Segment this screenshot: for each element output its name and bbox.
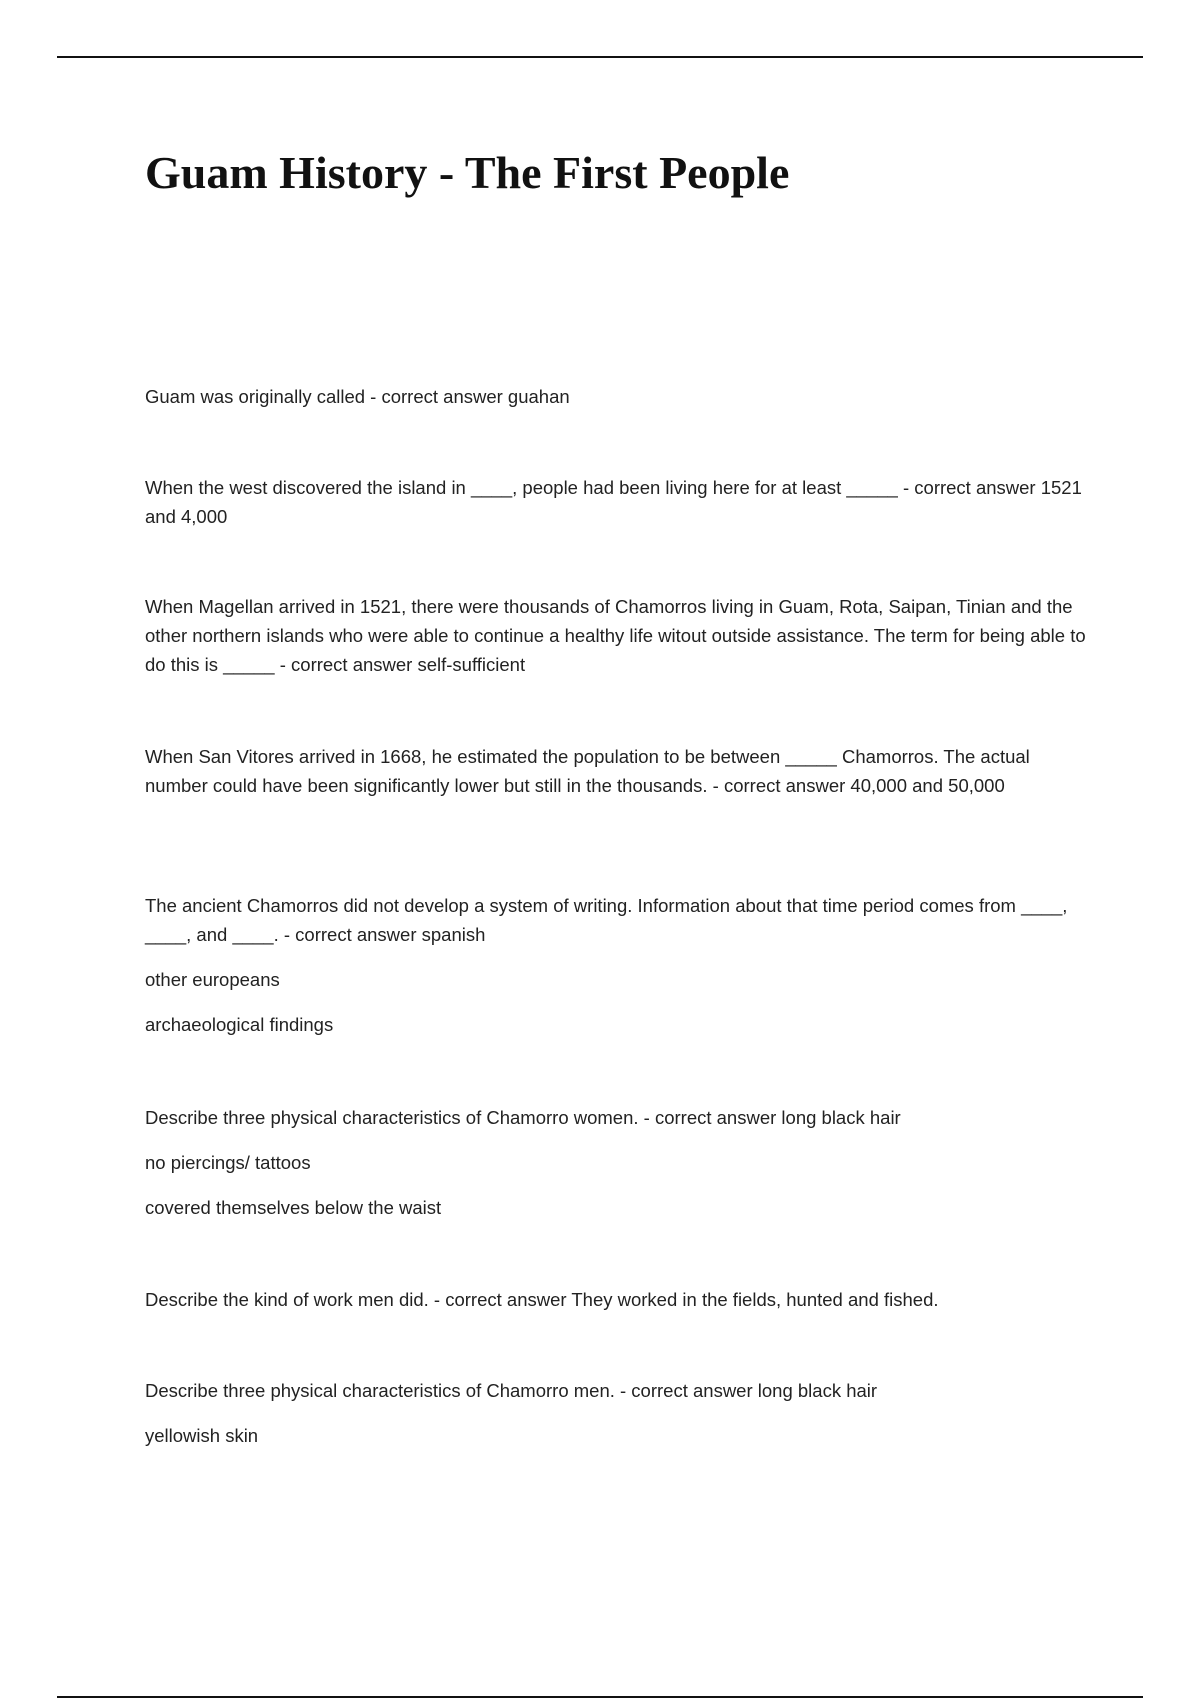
qa-answer-line: no piercings/ tattoos [145,1152,311,1173]
qa-item-7 [145,1285,1090,1314]
top-rule [57,56,1143,58]
qa-item-2 [145,473,1090,531]
qa-question: The ancient Chamorros did not develop a system of writing. Information about that time period comes from ____, ____, and ____. - correct answer spanish [145,895,1068,945]
qa-item-3 [145,592,1090,679]
qa-answer-line: other europeans [145,969,280,990]
qa-answer-line: archaeological findings [145,1014,334,1035]
qa-answer-line: yellowish skin [145,1425,259,1446]
qa-item-4 [145,742,1090,800]
page-title: Guam History - The First People [145,147,790,198]
qa-question: When San Vitores arrived in 1668, he estimated the population to be between _____ Chamorros. The actual number could have been significantly lower but still in the thousands. - correct answer 40,000 and 50,000 [145,746,1030,796]
qa-item-1 [145,382,1090,411]
qa-item-8 [145,1376,1090,1450]
qa-question: Guam was originally called - correct answer guahan [145,386,570,407]
qa-question: Describe three physical characteristics of Chamorro women. - correct answer long black hair [145,1107,901,1128]
qa-question: Describe three physical characteristics of Chamorro men. - correct answer long black hair [145,1380,878,1401]
qa-question: Describe the kind of work men did. - correct answer They worked in the fields, hunted and fished. [145,1289,939,1310]
bottom-rule [57,1696,1143,1698]
qa-question: When Magellan arrived in 1521, there were thousands of Chamorros living in Guam, Rota, Saipan, Tinian and the other northern islands who were able to continue a healthy life witout outside assistance. The term for being able to do this is _____ - correct answer self-sufficient [145,596,1086,675]
qa-question: When the west discovered the island in ____, people had been living here for at least _____ - correct answer 1521 and 4,000 [145,477,1082,527]
qa-answer-line: covered themselves below the waist [145,1197,442,1218]
qa-item-6 [145,1103,1090,1222]
qa-item-5 [145,891,1090,1039]
